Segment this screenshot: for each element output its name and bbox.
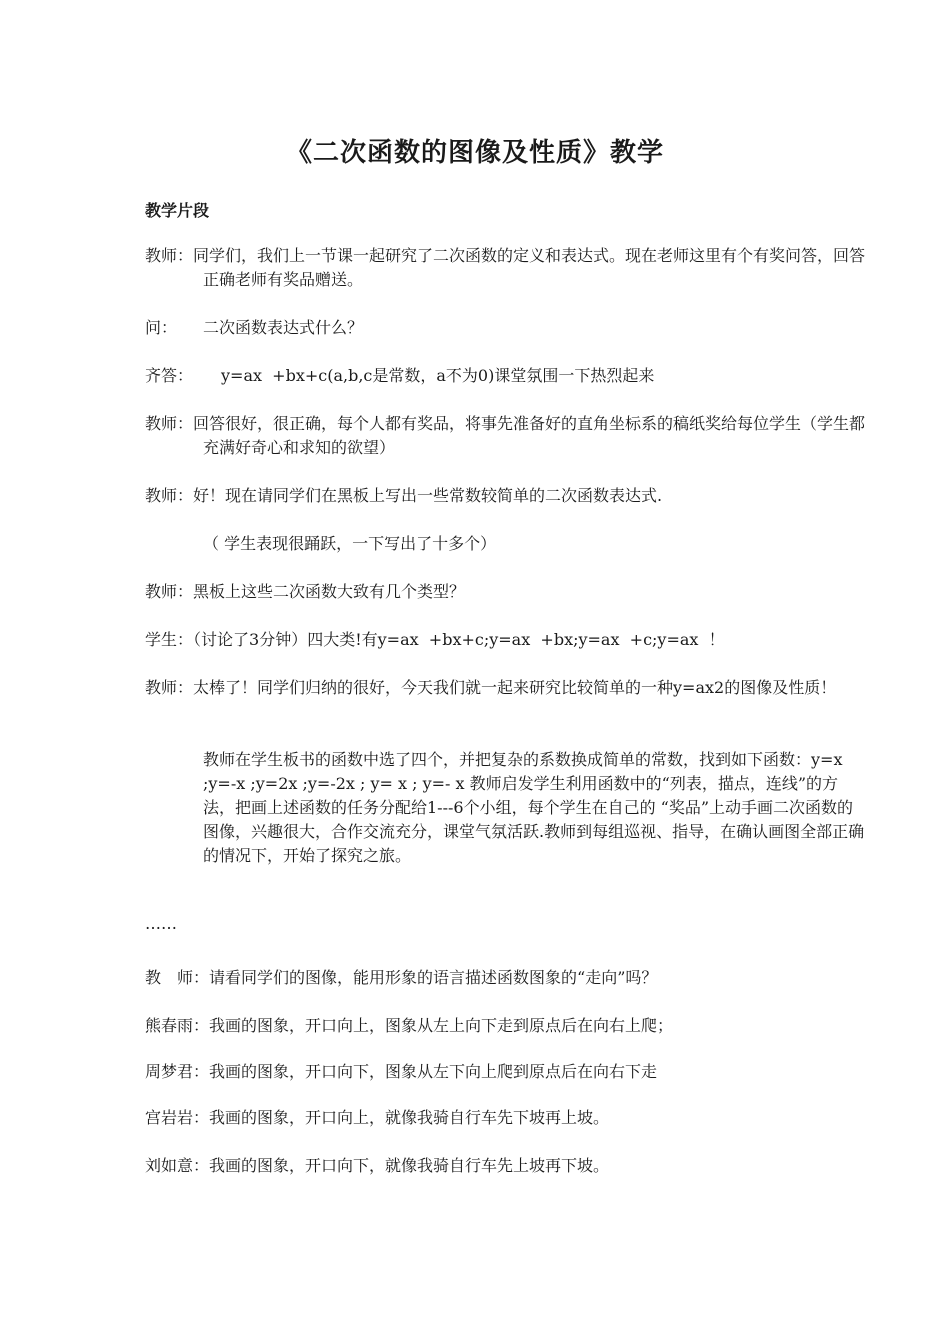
speaker-label: 宫岩岩：	[145, 1108, 210, 1127]
speaker-label: 齐答：	[145, 366, 194, 385]
paragraph-student-reaction	[145, 532, 868, 556]
paragraph-text: 黑板上这些二次函数大致有几个类型？	[193, 582, 466, 601]
speaker-label: 教师：	[145, 582, 194, 601]
paragraph-text: （讨论了3分钟）四大类!有y=ax +bx+c;y=ax +bx;y=ax +c;y=ax ！	[193, 630, 725, 649]
dialogue-text: 我画的图象，开口向上，图象从左上向下走到原点后在向右上爬；	[209, 1016, 674, 1035]
speaker-label: 教师：	[145, 486, 194, 505]
dialogue-text: 请看同学们的图像，能用形象的语言描述函数图象的“走向”吗？	[209, 968, 658, 987]
speaker-label: 教 师：	[145, 968, 210, 987]
paragraph-teacher-activity	[145, 748, 868, 868]
paragraph-student-answer	[145, 628, 868, 652]
paragraph-text: 好！现在请同学们在黑板上写出一些常数较简单的二次函数表达式.	[193, 486, 663, 505]
speaker-label: 问：	[145, 318, 178, 337]
dialogue-line	[145, 966, 810, 990]
paragraph-text: （ 学生表现很踊跃，一下写出了十多个）	[203, 534, 497, 553]
paragraph-text: 二次函数表达式什么？	[203, 318, 364, 337]
paragraph-text: 回答很好，很正确，每个人都有奖品，将事先准备好的直角坐标系的稿纸奖给每位学生（学生都充满好奇心和求知的欲望）	[193, 414, 866, 457]
paragraph-teacher-praise	[145, 676, 843, 700]
dialogue-line	[145, 1060, 810, 1084]
dialogue-line	[145, 1014, 810, 1038]
speaker-label: 周梦君：	[145, 1062, 210, 1081]
speaker-label: 刘如意：	[145, 1156, 210, 1175]
paragraph-teacher-types	[145, 580, 868, 604]
paragraph-teacher-intro	[145, 244, 868, 292]
paragraph-text: 教师在学生板书的函数中选了四个，并把复杂的系数换成简单的常数，找到如下函数：y=x ;y=-x ;y=2x ;y=-2x ; y= x ; y=- x 教师启发学生利用函数中的“列表，描点，连线”的方法，把画上述函数的任务分配给1---6个小组，每个学生在自己的 “奖品”上动手画二次函数的图像，兴趣很大，合作交流充分，课堂气氛活跃.教师到每组巡视、指导，在确认画图全部正确的情况下，开始了探究之旅。	[203, 750, 865, 865]
speaker-label: 教师：	[145, 414, 194, 433]
section-heading: 教学片段	[145, 201, 210, 220]
dialogue-line	[145, 1154, 810, 1178]
paragraph-chorus-answer	[145, 364, 810, 388]
paragraph-text: 太棒了！同学们归纳的很好，今天我们就一起来研究比较简单的一种y=ax2的图像及性质！	[193, 678, 837, 697]
dialogue-text: 我画的图象，开口向下，就像我骑自行车先上坡再下坡。	[209, 1156, 610, 1175]
paragraph-text: y=ax +bx+c(a,b,c是常数，a不为0)课堂氛围一下热烈起来	[221, 366, 655, 385]
document-title: 《二次函数的图像及性质》教学	[285, 138, 664, 168]
ellipsis: ……	[145, 914, 177, 933]
paragraph-question	[145, 316, 810, 340]
speaker-label: 教师：	[145, 246, 194, 265]
paragraph-teacher-reward	[145, 412, 868, 460]
dialogue-line	[145, 1106, 810, 1130]
dialogue-text: 我画的图象，开口向下，图象从左下向上爬到原点后在向右下走	[209, 1062, 658, 1081]
paragraph-teacher-ask-write	[145, 484, 868, 508]
speaker-label: 学生：	[145, 630, 194, 649]
speaker-label: 熊春雨：	[145, 1016, 210, 1035]
speaker-label: 教师：	[145, 678, 194, 697]
dialogue-text: 我画的图象，开口向上，就像我骑自行车先下坡再上坡。	[209, 1108, 610, 1127]
paragraph-text: 同学们，我们上一节课一起研究了二次函数的定义和表达式。现在老师这里有个有奖问答，回答正确老师有奖品赠送。	[193, 246, 866, 289]
